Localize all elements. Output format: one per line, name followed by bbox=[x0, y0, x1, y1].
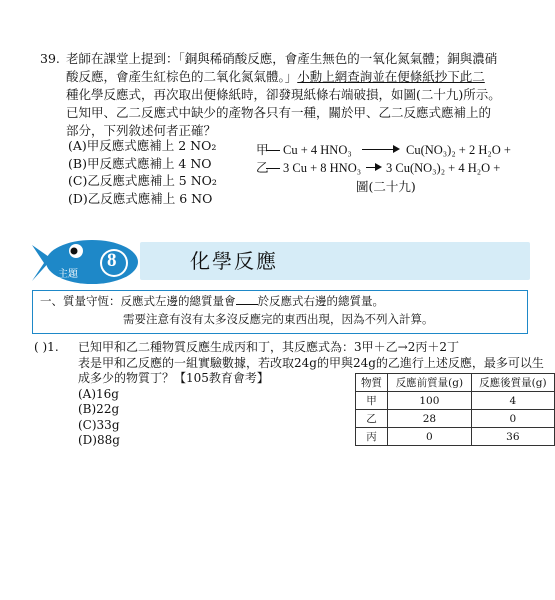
experiment-table bbox=[355, 373, 555, 446]
arrow-icon bbox=[366, 167, 380, 168]
table-row bbox=[356, 392, 555, 410]
option-c: (C)乙反應式應補上 5 NO₂ bbox=[68, 173, 217, 188]
equation-label: 甲 bbox=[256, 143, 269, 157]
equation-label: 乙 bbox=[256, 161, 269, 175]
table-row bbox=[356, 410, 555, 428]
arrow-icon bbox=[362, 149, 398, 150]
line-mark bbox=[266, 168, 280, 169]
column-header: 反應前質量(g) bbox=[388, 374, 472, 392]
option-b: (B)甲反應式應補上 4 NO bbox=[68, 155, 212, 171]
fish-icon bbox=[30, 237, 160, 287]
concept-note: 需要注意有沒有太多沒反應完的東西出現，因為不列入計算。 bbox=[123, 314, 434, 326]
table-cell: 乙 bbox=[356, 410, 388, 428]
question-stem bbox=[66, 50, 546, 140]
equation-reactants: 3 Cu + 8 HNO₃ bbox=[283, 161, 362, 175]
table-cell: 0 bbox=[471, 410, 554, 428]
option-a: (A)甲反應式應補上 2 NO₂ bbox=[68, 138, 217, 153]
stem-line: 部分，下列敘述何者正確？ bbox=[66, 123, 217, 138]
option-d: (D)88g bbox=[78, 433, 120, 447]
topic-number: 8 bbox=[107, 250, 117, 271]
equation-products: 3 Cu(NO₃)₂ + 4 H₂O + bbox=[386, 161, 501, 175]
concept-line bbox=[40, 294, 384, 311]
column-header: 物質 bbox=[356, 374, 388, 392]
column-header: 反應後質量(g) bbox=[471, 374, 554, 392]
topic-label: 主題 bbox=[58, 269, 78, 280]
figure-caption: 圖(二十九) bbox=[356, 179, 416, 194]
line-mark bbox=[266, 150, 280, 151]
stem-line: 表是甲和乙反應的一組實驗數據，若改取24g的甲與24g的乙進行上述反應，最多可以生 bbox=[78, 355, 544, 370]
table-cell: 36 bbox=[471, 428, 554, 446]
option-a: (A)16g bbox=[78, 386, 119, 401]
stem-text: 酸反應，會產生紅棕色的二氧化氮氣體。」 bbox=[66, 69, 298, 84]
equation-reactants: Cu + 4 HNO₃ bbox=[283, 143, 352, 157]
question-39-options bbox=[68, 137, 217, 207]
stem-line bbox=[66, 68, 546, 86]
table-cell: 丙 bbox=[356, 428, 388, 446]
section-title: 化學反應 bbox=[190, 249, 278, 273]
fill-blank[interactable] bbox=[236, 294, 258, 305]
stem-line: 已知甲、乙二反應式中缺少的產物各只有一種，關於甲、乙二反應式應補上的 bbox=[66, 105, 492, 120]
underlined-text: 小勳上網查詢並在便條紙抄下此二 bbox=[297, 69, 485, 84]
stem-line: 已知甲和乙二種物質反應生成丙和丁，其反應式為：3甲＋乙→2丙＋2丁 bbox=[78, 340, 459, 354]
question-number: 39. bbox=[40, 51, 60, 66]
table-cell: 甲 bbox=[356, 392, 388, 410]
stem-line: 老師在課堂上提到：「銅與稀硝酸反應，會產生無色的一氧化氮氣體；銅與濃硝 bbox=[66, 51, 498, 66]
option-d: (D)乙反應式應補上 6 NO bbox=[68, 190, 213, 206]
table-cell: 0 bbox=[388, 428, 472, 446]
option-c: (C)33g bbox=[78, 417, 120, 432]
table-cell: 4 bbox=[471, 392, 554, 410]
table-header-row bbox=[356, 374, 555, 392]
stem-line: 種化學反應式，再次取出便條紙時，卻發現紙條右端破損，如圖(二十九)所示。 bbox=[66, 87, 501, 102]
answer-bracket[interactable]: ( )1. bbox=[34, 340, 59, 354]
concept-box bbox=[32, 290, 528, 334]
concept-text: 於反應式右邊的總質量。 bbox=[257, 296, 384, 308]
stem-line: 成多少的物質丁？【105教育會考】 bbox=[78, 371, 269, 385]
table-row bbox=[356, 428, 555, 446]
equation-products: Cu(NO₃)₂ + 2 H₂O + bbox=[406, 143, 511, 157]
option-b: (B)22g bbox=[78, 402, 120, 416]
table-cell: 28 bbox=[388, 410, 472, 428]
concept-text: 一、質量守恆：反應式左邊的總質量會 bbox=[40, 296, 236, 308]
section-banner bbox=[30, 237, 530, 287]
table-cell: 100 bbox=[388, 392, 472, 410]
